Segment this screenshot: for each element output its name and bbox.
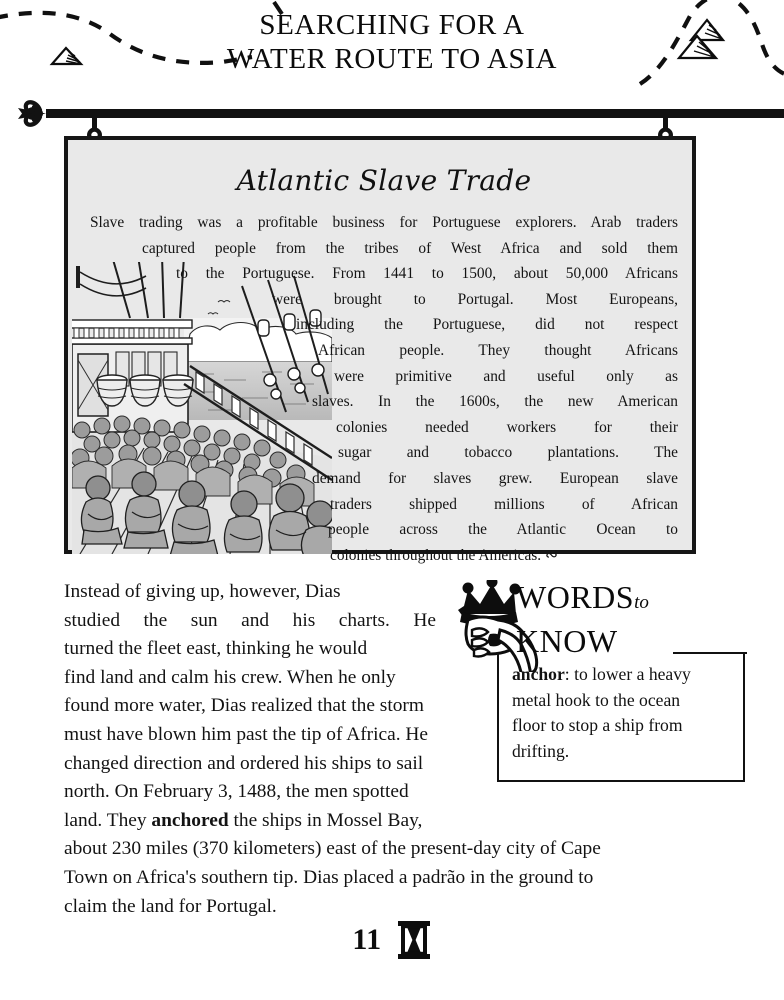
words-to-know-heading: [516, 578, 756, 660]
sidebar-panel: [64, 136, 696, 564]
page-number: 11: [352, 923, 382, 956]
definition-text: [512, 662, 734, 764]
wtk-words-label: WORDS: [516, 579, 635, 615]
anchored-prefix: land. They: [64, 809, 152, 831]
main-line-anchored: [64, 807, 720, 836]
main-line: find land and calm his crew. When he only: [64, 666, 396, 688]
main-line: found more water, Dias realized that the storm: [64, 695, 424, 717]
main-line: must have blown him past the tip of Africa. He: [64, 723, 429, 745]
sidebar-line: slaves. In the 1600s, the new American: [312, 393, 678, 411]
anchored-keyword: anchored: [151, 809, 229, 831]
words-to-know-box: [458, 576, 758, 788]
main-line: Town on Africa's southern tip. Dias placed a padrão in the ground to: [64, 866, 594, 888]
sidebar-line: traders shipped millions of African: [330, 495, 678, 513]
sidebar-line: sugar and tobacco plantations. The: [338, 444, 678, 462]
main-line: turned the fleet east, thinking he would: [64, 638, 368, 660]
page-title: [0, 8, 784, 76]
sidebar-line: demand for slaves grew. European slave: [312, 469, 678, 487]
main-line: changed direction and ordered his ships to sail: [64, 752, 424, 774]
main-line: claim the land for Portugal.: [64, 895, 277, 917]
sidebar-line: people across the Atlantic Ocean to: [328, 521, 678, 539]
hourglass-icon: [396, 920, 432, 960]
wtk-heading-line-2: KNOW: [516, 623, 618, 659]
page-title-line-2: WATER ROUTE TO ASIA: [226, 43, 558, 75]
sidebar-line: to the Portuguese. From 1441 to 1500, about 50,000 Africans: [176, 265, 678, 283]
definition-box-top-border: [673, 652, 747, 654]
wtk-to-label: to: [634, 592, 649, 613]
sidebar-line: colonies throughout the Americas. ∾: [330, 546, 558, 564]
page-footer: [0, 920, 784, 990]
main-line: studied the sun and his charts. He: [64, 609, 436, 631]
wtk-heading-line-1: [516, 578, 756, 622]
definition-line-rest: : to lower a heavy: [564, 664, 691, 684]
definition-term: anchor: [512, 664, 565, 684]
page-title-line-1: SEARCHING FOR A: [259, 9, 525, 41]
sidebar-line: colonies needed workers for their: [336, 418, 678, 436]
definition-line-2: metal hook to the ocean: [512, 689, 681, 710]
footer-inner: [0, 920, 784, 960]
definition-line-3: floor to stop a ship from: [512, 715, 683, 735]
sidebar-line: captured people from the tribes of West Africa and sold them: [142, 239, 678, 257]
main-line: Instead of giving up, however, Dias: [64, 581, 341, 602]
definition-line-4: drifting.: [512, 740, 570, 761]
sidebar-line: were brought to Portugal. Most Europeans,: [272, 290, 678, 308]
anchored-suffix: the ships in Mossel Bay,: [228, 809, 423, 831]
sidebar-body-text: [90, 210, 678, 568]
sidebar-line: Slave trading was a profitable business for Portuguese explorers. Arab traders: [90, 214, 678, 231]
main-line: about 230 miles (370 kilometers) east of the present-day city of Cape: [64, 838, 601, 860]
fleur-de-lis-finial: [18, 102, 46, 125]
definition-line-1: [512, 662, 734, 688]
sidebar-line: including the Portuguese, did not respect: [296, 316, 678, 334]
main-line: north. On February 3, 1488, the men spotted: [64, 781, 409, 803]
sidebar-line: were primitive and useful only as: [334, 367, 678, 385]
sidebar-line: African people. They thought Africans: [318, 341, 678, 359]
sidebar-title: Atlantic Slave Trade: [236, 164, 532, 197]
page-header: [0, 0, 784, 100]
